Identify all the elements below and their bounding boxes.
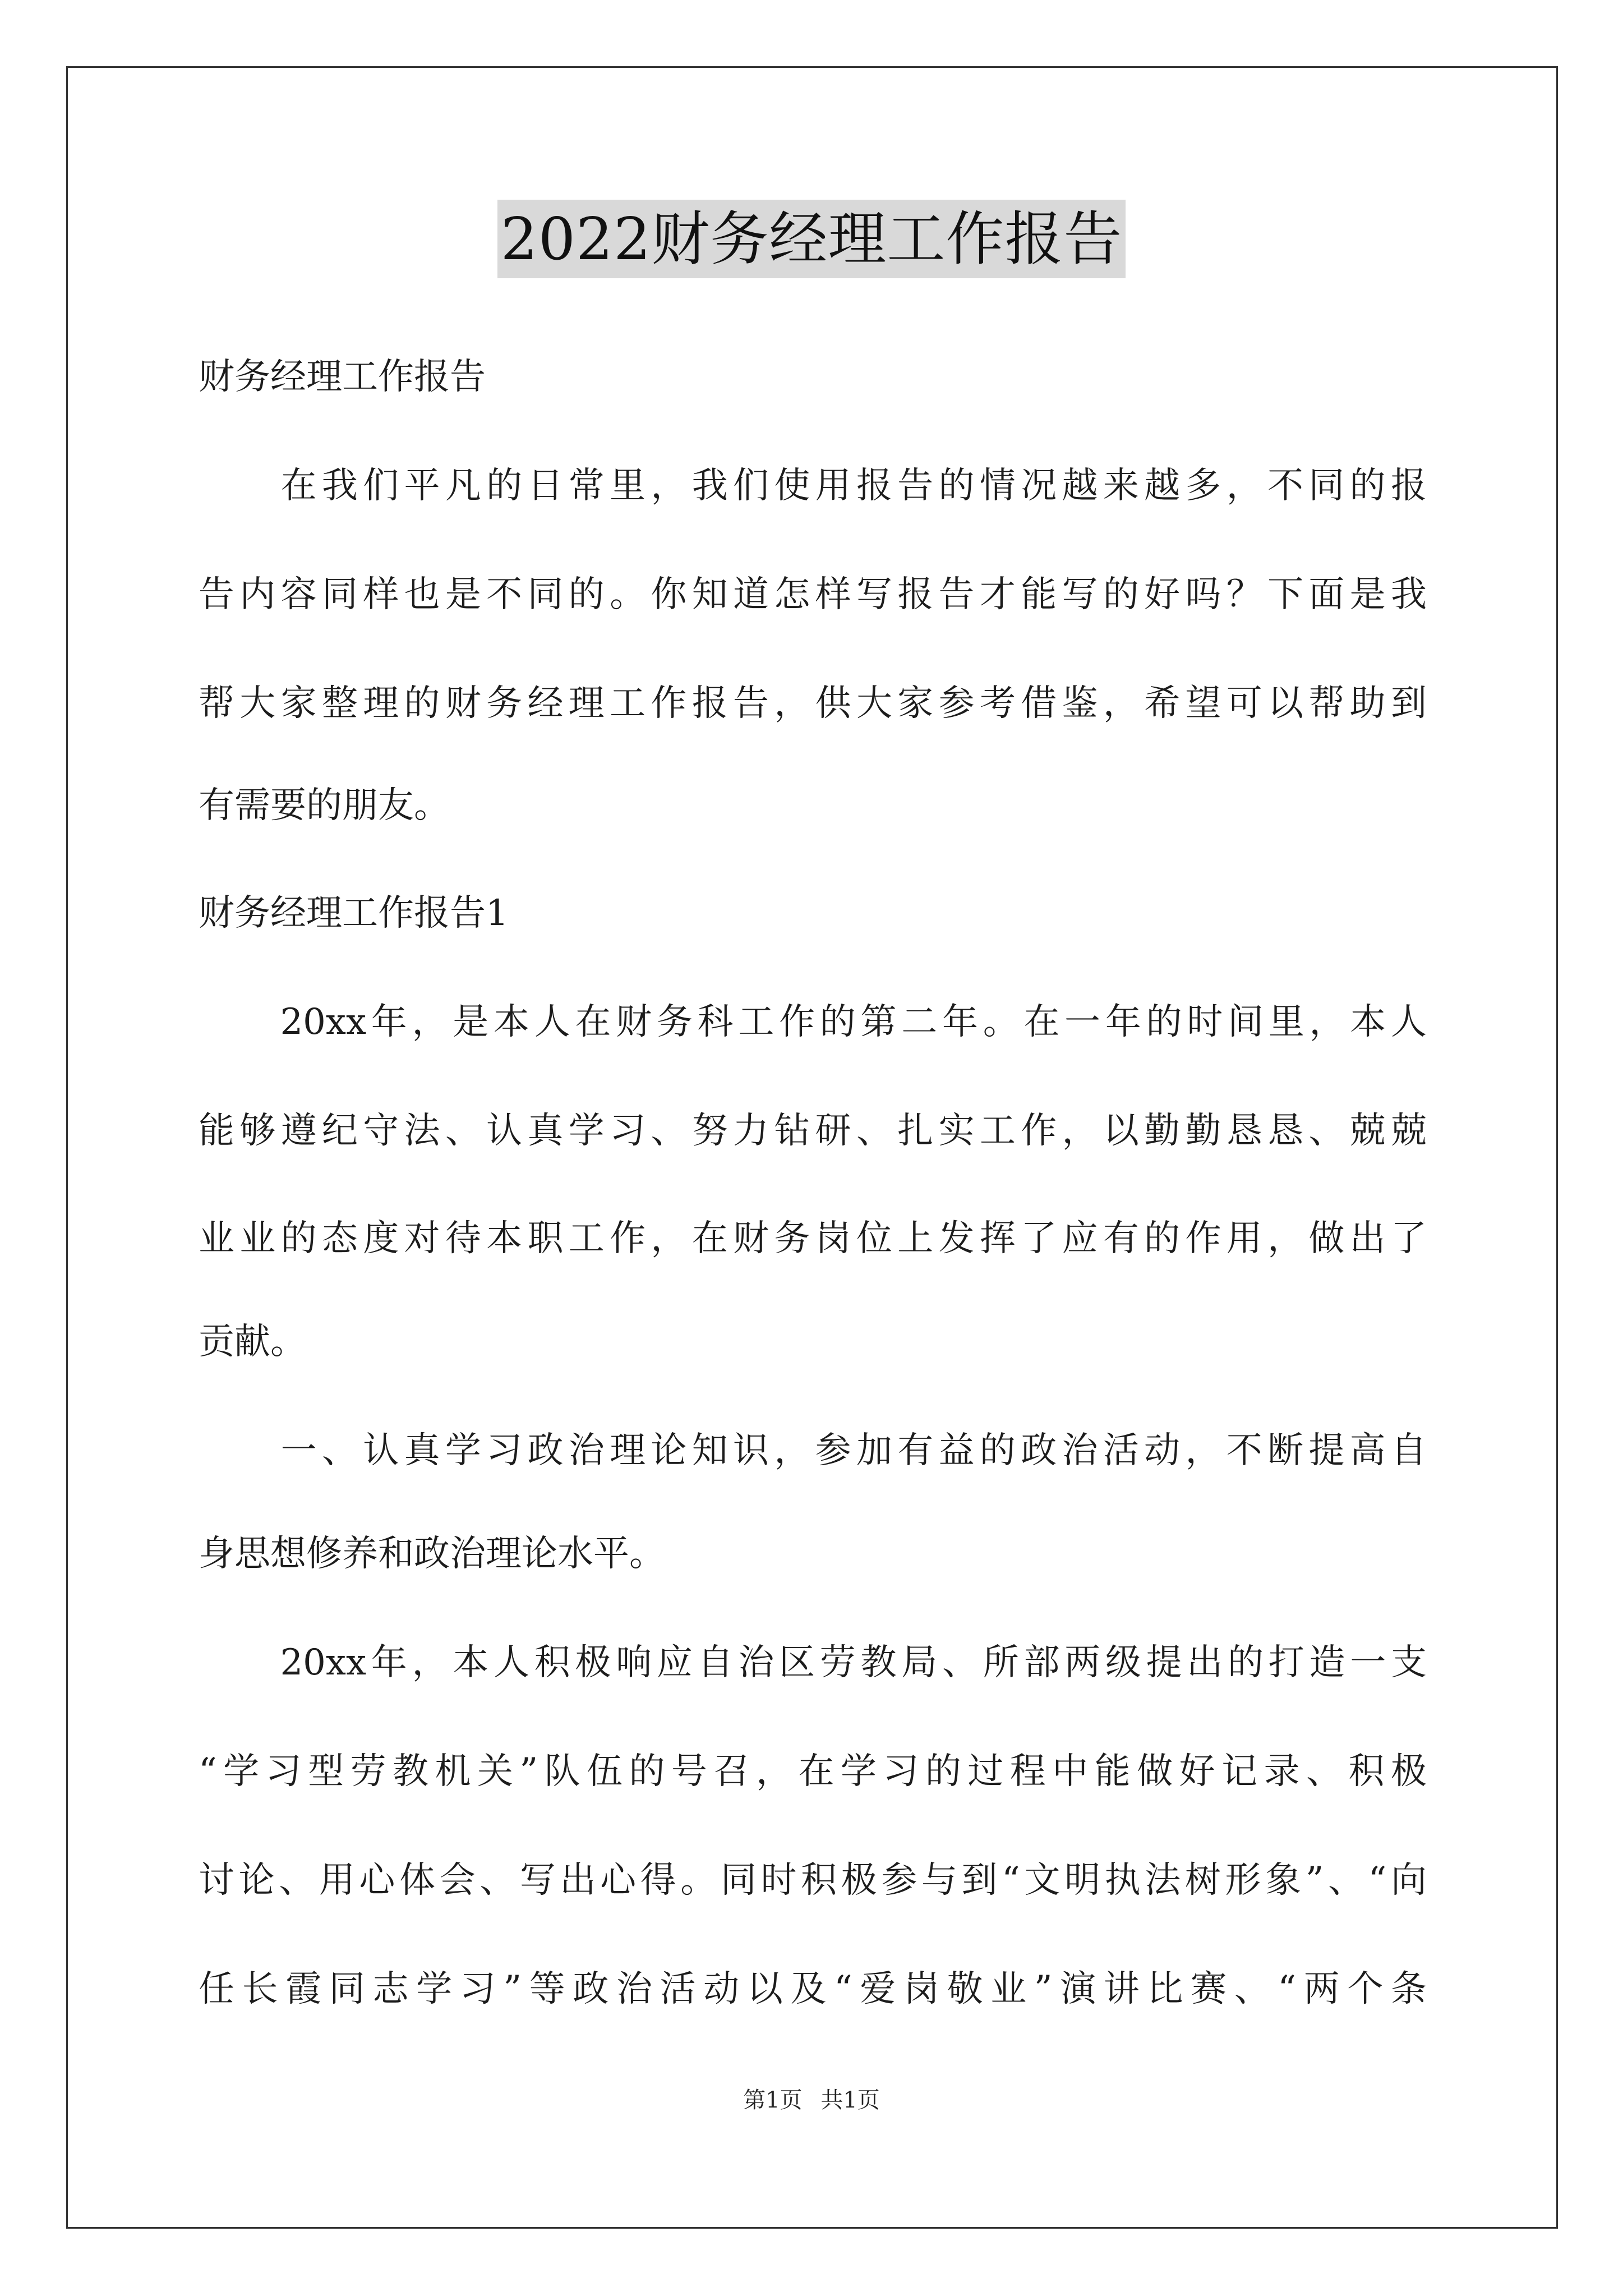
paragraph-line: 业业的态度对待本职工作，在财务岗位上发挥了应有的作用，做出了: [199, 1218, 1427, 1259]
page-number: 第1页: [743, 2087, 803, 2113]
title-container: [0, 200, 1623, 278]
paragraph-line: 一、认真学习政治理论知识，参加有益的政治活动，不断提高自: [199, 1430, 1427, 1471]
paragraph-line: 20xx年，本人积极响应自治区劳教局、所部两级提出的打造一支: [199, 1642, 1427, 1683]
paragraph-line: 能够遵纪守法、认真学习、努力钻研、扎实工作，以勤勤恳恳、兢兢: [199, 1110, 1427, 1152]
paragraph-line: 有需要的朋友。: [199, 785, 450, 826]
paragraph-line: “学习型劳教机关”队伍的号召，在学习的过程中能做好记录、积极: [199, 1751, 1427, 1792]
paragraph-line: 在我们平凡的日常里，我们使用报告的情况越来越多，不同的报: [199, 465, 1427, 507]
paragraph-line: 贡献。: [199, 1321, 306, 1363]
page-footer: [0, 2085, 1623, 2116]
paragraph-line: 讨论、用心体会、写出心得。同时积极参与到“文明执法树形象”、“向: [199, 1860, 1427, 1901]
paragraph-line: 告内容同样也是不同的。你知道怎样写报告才能写的好吗？下面是我: [199, 574, 1427, 615]
paragraph-line: 20xx年，是本人在财务科工作的第二年。在一年的时间里，本人: [199, 1001, 1427, 1043]
paragraph-line: 帮大家整理的财务经理工作报告，供大家参考借鉴，希望可以帮助到: [199, 683, 1427, 724]
page-total: 共1页: [820, 2087, 880, 2113]
paragraph-line: 任长霞同志学习”等政治活动以及“爱岗敬业”演讲比赛、“两个条: [199, 1968, 1427, 2010]
section-heading: 财务经理工作报告1: [199, 892, 509, 934]
subtitle-line: 财务经理工作报告: [199, 356, 486, 398]
paragraph-line: 身思想修养和政治理论水平。: [199, 1533, 665, 1575]
document-title: 2022财务经理工作报告: [497, 200, 1126, 278]
